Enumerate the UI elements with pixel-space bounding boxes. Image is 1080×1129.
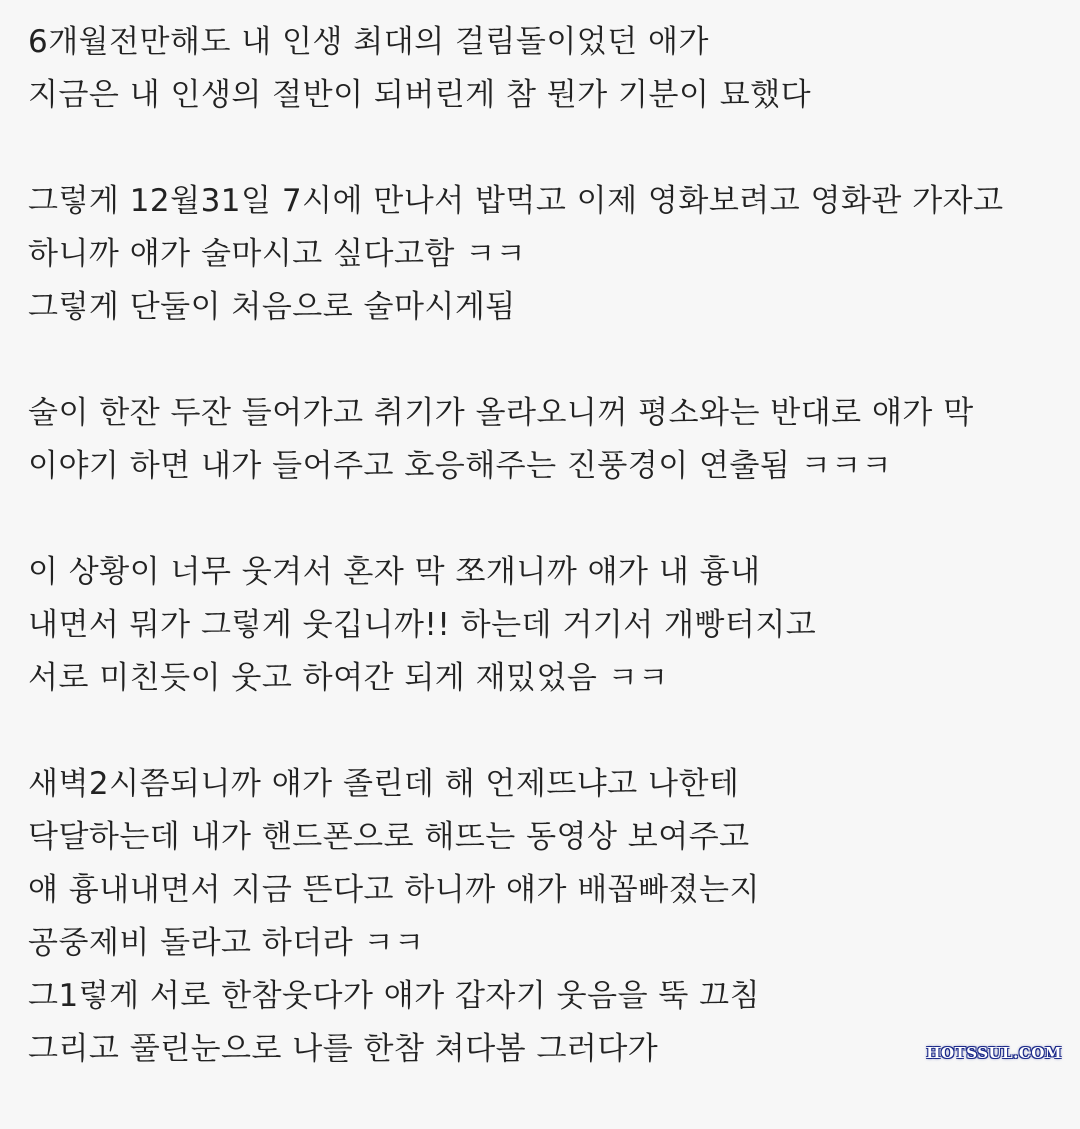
text-line: 그1렇게 서로 한참웃다가 얘가 갑자기 웃음을 뚝 끄침 xyxy=(28,978,761,1014)
text-line: 지금은 내 인생의 절반이 되버린게 참 뭔가 기분이 묘했다 xyxy=(28,77,812,113)
text-line: 닥달하는데 내가 핸드폰으로 해뜨는 동영상 보여주고 xyxy=(28,819,750,855)
paragraph xyxy=(28,758,1058,1076)
text-line: 그렇게 단둘이 처음으로 술마시게됨 xyxy=(28,289,516,325)
text-line: 새벽2시쯤되니까 얘가 졸린데 해 언제뜨냐고 나한테 xyxy=(28,766,740,802)
paragraph xyxy=(28,175,1058,334)
text-line: 이 상황이 너무 웃겨서 혼자 막 쪼개니까 얘가 내 흉내 xyxy=(28,554,761,590)
paragraph xyxy=(28,546,1058,705)
site-watermark: HOTSSUL.COM xyxy=(926,1044,1062,1062)
post-body xyxy=(28,16,1058,1129)
text-line: 그리고 풀린눈으로 나를 한참 쳐다봄 그러다가 xyxy=(28,1031,659,1067)
text-line: 서로 미친듯이 웃고 하여간 되게 재밌었음 ㅋㅋ xyxy=(28,660,669,696)
text-line: 내면서 뭐가 그렇게 웃깁니까!! 하는데 거기서 개빵터지고 xyxy=(28,607,817,643)
text-line: 공중제비 돌라고 하더라 ㅋㅋ xyxy=(28,925,425,961)
paragraph xyxy=(28,16,1058,122)
text-line: 이야기 하면 내가 들어주고 호응해주는 진풍경이 연출됨 ㅋㅋㅋ xyxy=(28,448,893,484)
text-line: 술이 한잔 두잔 들어가고 취기가 올라오니꺼 평소와는 반대로 얘가 막 xyxy=(28,395,974,431)
text-line: 6개월전만해도 내 인생 최대의 걸림돌이었던 애가 xyxy=(28,24,709,60)
paragraph xyxy=(28,387,1058,493)
text-line: 얘 흉내내면서 지금 뜬다고 하니까 얘가 배꼽빠졌는지 xyxy=(28,872,760,908)
text-line: 하니까 얘가 술마시고 싶다고함 ㅋㅋ xyxy=(28,236,527,272)
text-line: 그렇게 12월31일 7시에 만나서 밥먹고 이제 영화보려고 영화관 가자고 xyxy=(28,183,1004,219)
